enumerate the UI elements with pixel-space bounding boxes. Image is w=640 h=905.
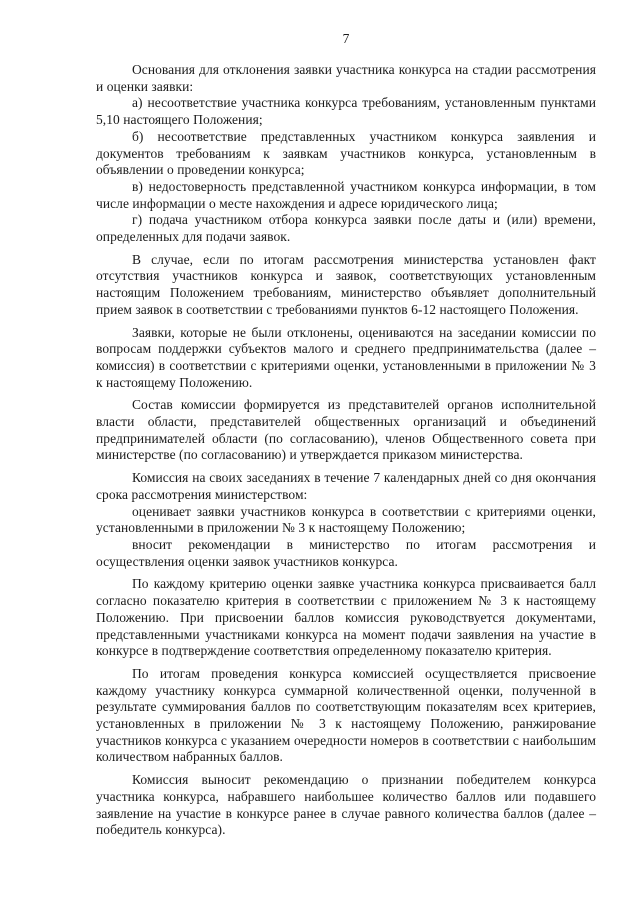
paragraph-commission-composition: Состав комиссии формируется из представителей органов исполнительной власти области, представителей общественных организаций и объединений предпринимателей области (по согласованию), членов Общественного совета при министерстве (по согласованию) и утверждается приказом министерства. bbox=[96, 397, 596, 463]
paragraph-recommendations: вносит рекомендации в министерство по итогам рассмотрения и осуществления оценки заявок участников конкурса. bbox=[96, 536, 596, 569]
paragraph-winner: Комиссия выносит рекомендацию о признании победителем конкурса участника конкурса, набравшего наибольшее количество баллов или подавшего заявление на участие в конкурсе ранее в случае равного количества баллов (далее – победитель конкурса). bbox=[96, 772, 596, 838]
paragraph-item-a: а) несоответствие участника конкурса требованиям, установленным пунктами 5,10 настоящего Положения; bbox=[96, 95, 596, 128]
page-number: 7 bbox=[342, 31, 350, 46]
paragraph-commission-meetings: Комиссия на своих заседаниях в течение 7 календарных дней со дня окончания срока рассмотрения министерством: bbox=[96, 470, 596, 502]
paragraph-scoring: По каждому критерию оценки заявке участника конкурса присваивается балл согласно показателю критерия в соответствии с приложением № 3 к настоящему Положению. При присвоении баллов комиссия руководствуется документами, представленными участниками конкурса на момент подачи заявления на участие в конкурсе в подтверждение соответствия определенному показателю критерия. bbox=[96, 576, 596, 659]
paragraph-rejection-grounds: Основания для отклонения заявки участника конкурса на стадии рассмотрения и оценки заявки: bbox=[96, 62, 596, 94]
paragraph-item-g: г) подача участником отбора конкурса заявки после даты и (или) времени, определенных для подачи заявок. bbox=[96, 212, 596, 245]
paragraph-evaluation: Заявки, которые не были отклонены, оцениваются на заседании комиссии по вопросам поддержки субъектов малого и среднего предпринимательства (далее – комиссия) в соответствии с критериями оценки, установленными в приложении № 3 к настоящему Положению. bbox=[96, 324, 596, 390]
paragraph-item-v: в) недостоверность представленной участником конкурса информации, в том числе информации о месте нахождения и адресе юридического лица; bbox=[96, 178, 596, 211]
paragraph-item-b: б) несоответствие представленных участником конкурса заявления и документов требованиям к заявкам участников конкурса, установленным в объявлении о проведении конкурса; bbox=[96, 128, 596, 178]
paragraph-ranking: По итогам проведения конкурса комиссией осуществляется присвоение каждому участнику конкурса суммарной количественной оценки, полученной в результате суммирования баллов по соответствующим показателям всех критериев, установленных в приложении № 3 к настоящему Положению, ранжирование участников конкурса с указанием очередности номеров в соответствии с наибольшим количеством набранных баллов. bbox=[96, 665, 596, 765]
paragraph-additional-intake: В случае, если по итогам рассмотрения министерства установлен факт отсутствия участников конкурса и заявок, соответствующих установленным настоящим Положением требованиям, министерство объявляет дополнительный прием заявок в соответствии с требованиями пунктов 6-12 настоящего Положения. bbox=[96, 251, 596, 317]
paragraph-evaluates: оценивает заявки участников конкурса в соответствии с критериями оценки, установленными в приложении № 3 к настоящему Положению; bbox=[96, 503, 596, 536]
document-page bbox=[96, 30, 596, 839]
